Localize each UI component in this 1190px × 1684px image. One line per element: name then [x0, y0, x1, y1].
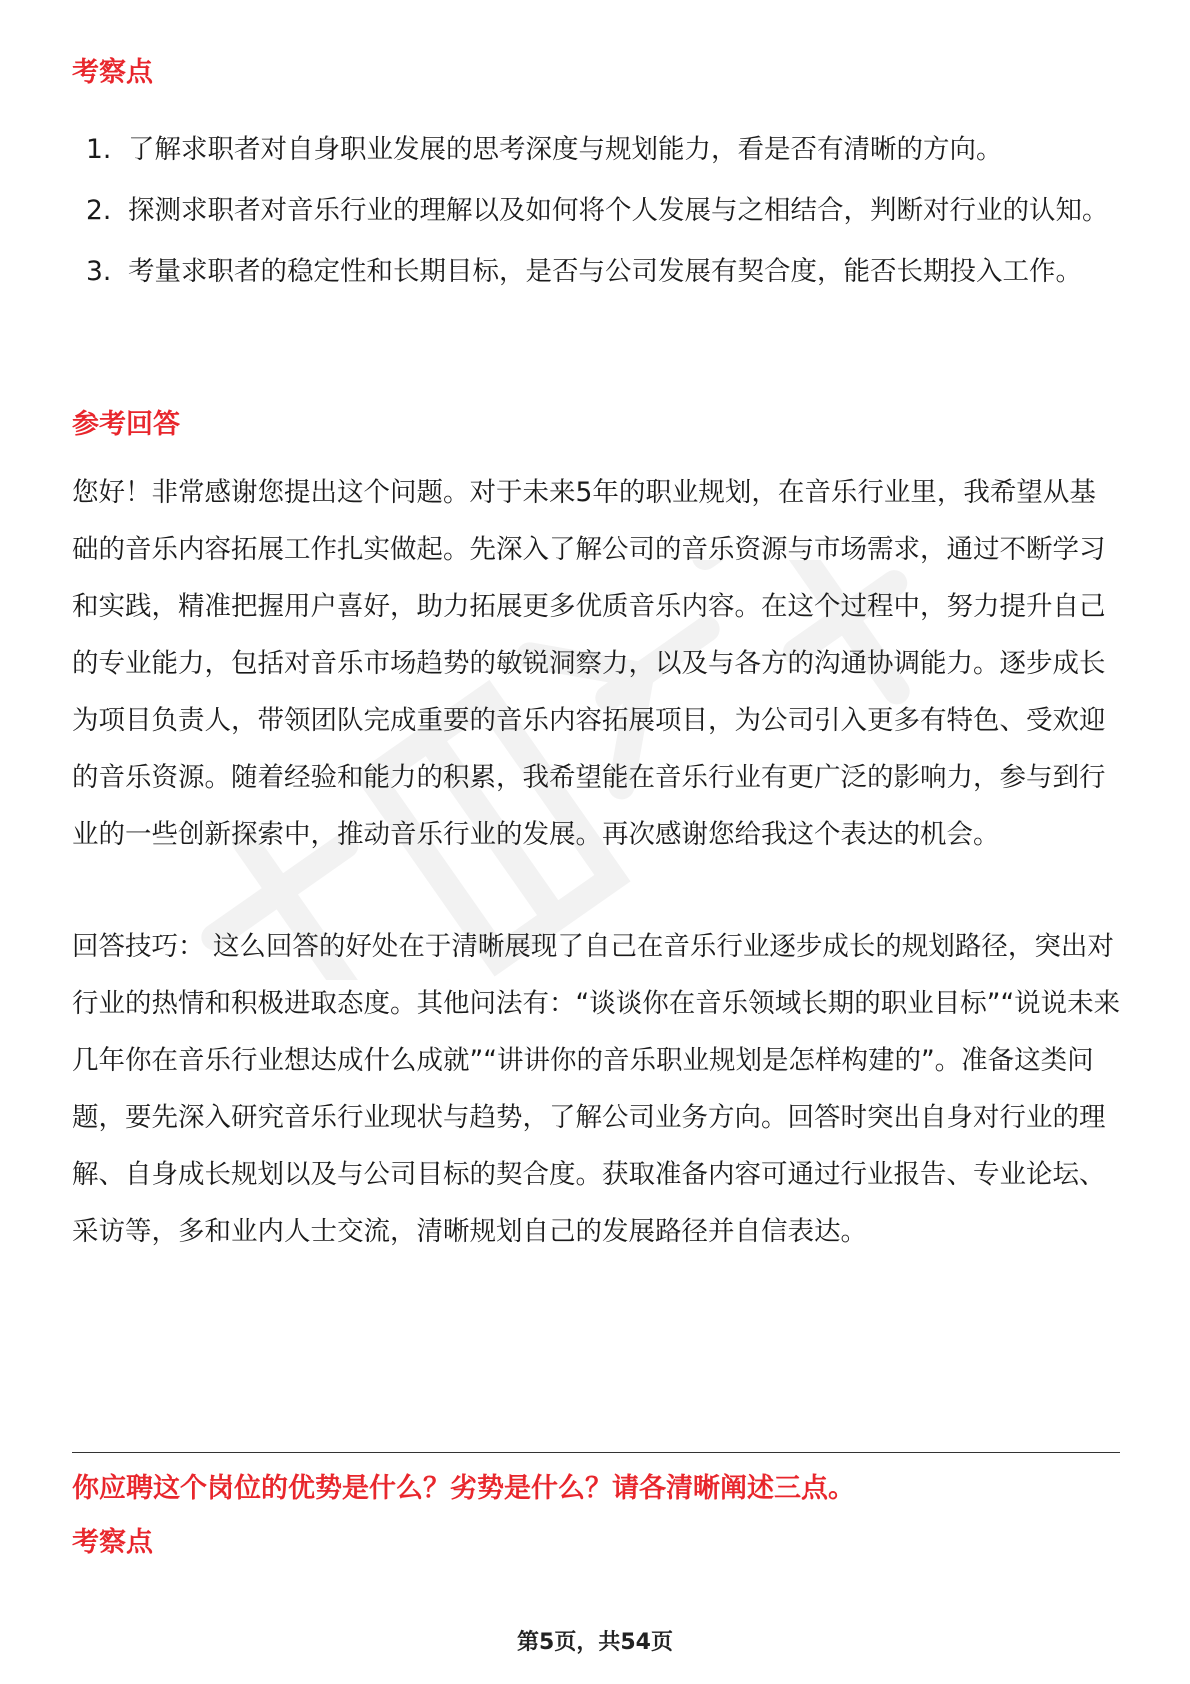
- list-item-text: 探测求职者对音乐行业的理解以及如何将个人发展与之相结合，判断对行业的认知。: [128, 195, 1109, 226]
- list-number: 3.: [86, 256, 112, 287]
- list-item: [72, 121, 1122, 178]
- section-heading-assessment: 考察点: [72, 57, 153, 88]
- reference-answer-paragraph: 您好！非常感谢您提出这个问题。对于未来5年的职业规划，在音乐行业里，我希望从基础的音乐内容拓展工作扎实做起。先深入了解公司的音乐资源与市场需求，通过不断学习和实践，精准把握用户喜好，助力拓展更多优质音乐内容。在这个过程中，努力提升自己的专业能力，包括对音乐市场趋势的敏锐洞察力，以及与各方的沟通协调能力。逐步成长为项目负责人，带领团队完成重要的音乐内容拓展项目，为公司引入更多有特色、受欢迎的音乐资源。随着经验和能力的积累，我希望能在音乐行业有更广泛的影响力，参与到行业的一些创新探索中，推动音乐行业的发展。再次感谢您给我这个表达的机会。: [72, 477, 1106, 850]
- answer-tips-paragraph: 回答技巧： 这么回答的好处在于清晰展现了自己在音乐行业逐步成长的规划路径，突出对行业的热情和积极进取态度。其他问法有：“谈谈你在音乐领域长期的职业目标”“说说未来几年你在音乐行业想达成什么成就”“讲讲你的音乐职业规划是怎样构建的”。准备这类问题，要先深入研究音乐行业现状与趋势，了解公司业务方向。回答时突出自身对行业的理解、自身成长规划以及与公司目标的契合度。获取准备内容可通过行业报告、专业论坛、采访等，多和业内人士交流，清晰规划自己的发展路径并自信表达。: [72, 931, 1121, 1247]
- section-heading-assessment-next: 考察点: [72, 1527, 153, 1558]
- list-item: [72, 182, 1122, 239]
- list-number: 2.: [86, 195, 112, 226]
- list-item-text: 了解求职者对自身职业发展的思考深度与规划能力，看是否有清晰的方向。: [128, 134, 1003, 165]
- list-number: 1.: [86, 134, 112, 165]
- page-number: 第5页，共54页: [517, 1630, 673, 1655]
- list-item: [72, 243, 1122, 300]
- section-heading-reference-answer: 参考回答: [72, 409, 180, 440]
- next-question-title: 你应聘这个岗位的优势是什么？劣势是什么？请各清晰阐述三点。: [72, 1473, 855, 1504]
- section-divider: [72, 1452, 1120, 1453]
- assessment-list: [72, 121, 1122, 304]
- list-item-text: 考量求职者的稳定性和长期目标，是否与公司发展有契合度，能否长期投入工作。: [128, 256, 1082, 287]
